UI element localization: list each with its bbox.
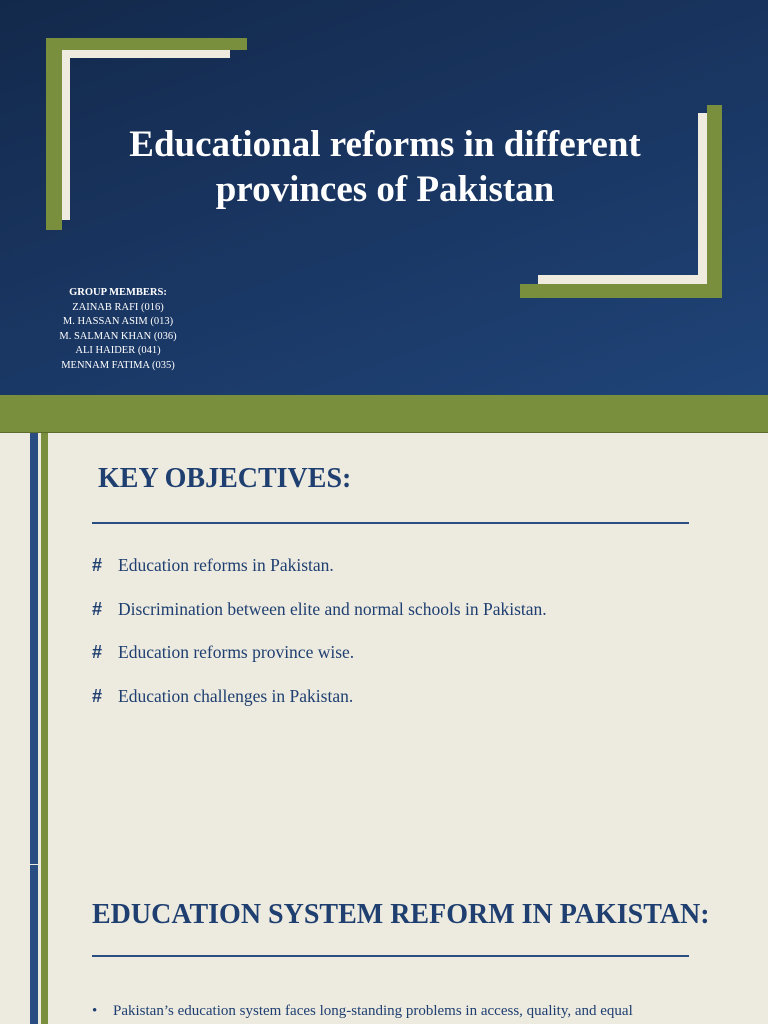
objective-text: Education reforms province wise. bbox=[118, 642, 355, 663]
frame-corner-top-left bbox=[46, 38, 247, 50]
frame-corner-bottom-right bbox=[520, 284, 722, 298]
list-item bbox=[92, 642, 547, 686]
member-item: ZAINAB RAFI (016) bbox=[72, 301, 164, 313]
reform-bullet-text: Pakistan’s education system faces long-standing problems in access, quality, and equal bbox=[113, 1003, 633, 1019]
member-item: M. HASSAN ASIM (013) bbox=[62, 316, 174, 328]
presentation-title bbox=[60, 122, 710, 212]
hash-icon: # bbox=[92, 598, 103, 619]
reform-bullet bbox=[92, 1000, 692, 1022]
accent-bar-blue bbox=[30, 433, 38, 1024]
objective-text: Discrimination between elite and normal schools in Pakistan. bbox=[118, 598, 547, 619]
member-item: M. SALMAN KHAN (036) bbox=[59, 330, 177, 342]
objectives-list bbox=[92, 555, 547, 729]
frame-inner-bottom-right bbox=[538, 275, 707, 284]
group-members-heading: GROUP MEMBERS: bbox=[69, 287, 167, 298]
group-members bbox=[28, 286, 208, 374]
objectives-heading: KEY OBJECTIVES: bbox=[98, 463, 352, 494]
title-line-2: provinces of Pakistan bbox=[215, 169, 555, 210]
frame-inner-top-left bbox=[62, 50, 230, 58]
hash-icon: # bbox=[92, 685, 103, 706]
list-item bbox=[92, 599, 547, 643]
bullet-dot-icon: • bbox=[92, 1003, 98, 1019]
objectives-underline bbox=[92, 522, 689, 524]
title-line-1: Educational reforms in different bbox=[129, 124, 641, 165]
hash-icon: # bbox=[92, 555, 103, 575]
reform-heading: EDUCATION SYSTEM REFORM IN PAKISTAN: bbox=[92, 899, 710, 930]
list-item bbox=[92, 686, 547, 730]
reform-underline bbox=[92, 955, 689, 957]
divider-line bbox=[0, 432, 768, 433]
member-item: MENNAM FATIMA (035) bbox=[61, 359, 175, 371]
hash-icon: # bbox=[92, 642, 103, 663]
accent-bar-green bbox=[41, 433, 48, 1024]
slide-divider-band bbox=[0, 395, 768, 432]
slide-break-notch bbox=[30, 864, 40, 865]
title-slide bbox=[0, 0, 768, 395]
objective-text: Education reforms in Pakistan. bbox=[118, 555, 334, 575]
objective-text: Education challenges in Pakistan. bbox=[118, 685, 354, 706]
member-item: ALI HAIDER (041) bbox=[75, 345, 161, 357]
list-item bbox=[92, 555, 547, 599]
